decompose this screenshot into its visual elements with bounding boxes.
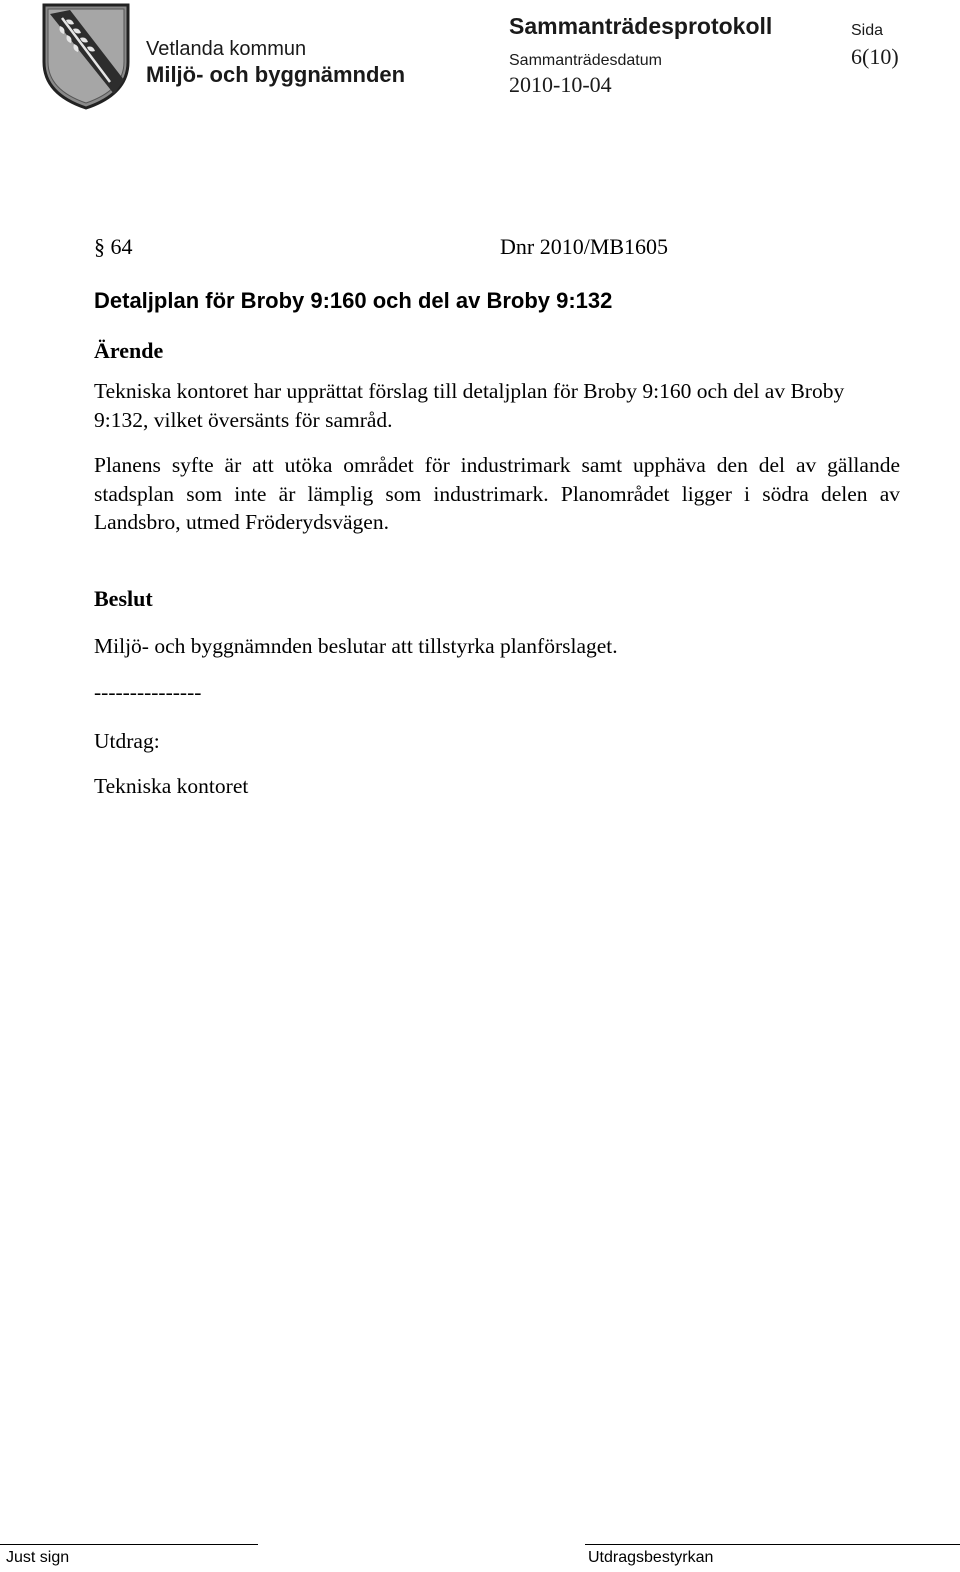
footer-divider-left: [0, 1544, 258, 1545]
separator-dashes: ---------------: [94, 680, 202, 704]
page-number: 6(10): [851, 44, 899, 69]
plan-purpose-paragraph: Planens syfte är att utöka området för industrimark samt upphäva den del av gällande stadsplan som inte är lämplig som industrimark. Planområdet ligger i södra delen av Landsbro, utmed Fröderydsvägen.: [94, 453, 900, 534]
footer-just-sign: Just sign: [6, 1549, 70, 1566]
document-type: Sammanträdesprotokoll: [509, 13, 773, 39]
case-reference-number: Dnr 2010/MB1605: [500, 234, 669, 259]
extract-recipient: Tekniska kontoret: [94, 774, 249, 798]
municipal-crest-icon: [40, 2, 132, 110]
section-heading-beslut: Beslut: [94, 586, 153, 611]
case-description-paragraph: Tekniska kontoret har upprättat förslag till detaljplan för Broby 9:160 och del av Broby 9:132, vilket översänts för samråd.: [94, 379, 845, 432]
case-title: Detaljplan för Broby 9:160 och del av Broby 9:132: [94, 288, 613, 313]
section-heading-arende: Ärende: [94, 338, 164, 363]
committee-name: Miljö- och byggnämnden: [146, 62, 406, 87]
meeting-date-label: Sammanträdesdatum: [509, 52, 662, 69]
footer-utdragsbestyrkan: Utdragsbestyrkan: [588, 1549, 714, 1566]
page-label: Sida: [851, 22, 884, 39]
footer-divider-right: [585, 1544, 960, 1545]
municipality-name: Vetlanda kommun: [146, 38, 307, 60]
decision-text: Miljö- och byggnämnden beslutar att tillstyrka planförslaget.: [94, 634, 618, 658]
paragraph-number: § 64: [94, 234, 133, 259]
extract-label: Utdrag:: [94, 729, 160, 753]
meeting-date-value: 2010-10-04: [509, 72, 612, 97]
